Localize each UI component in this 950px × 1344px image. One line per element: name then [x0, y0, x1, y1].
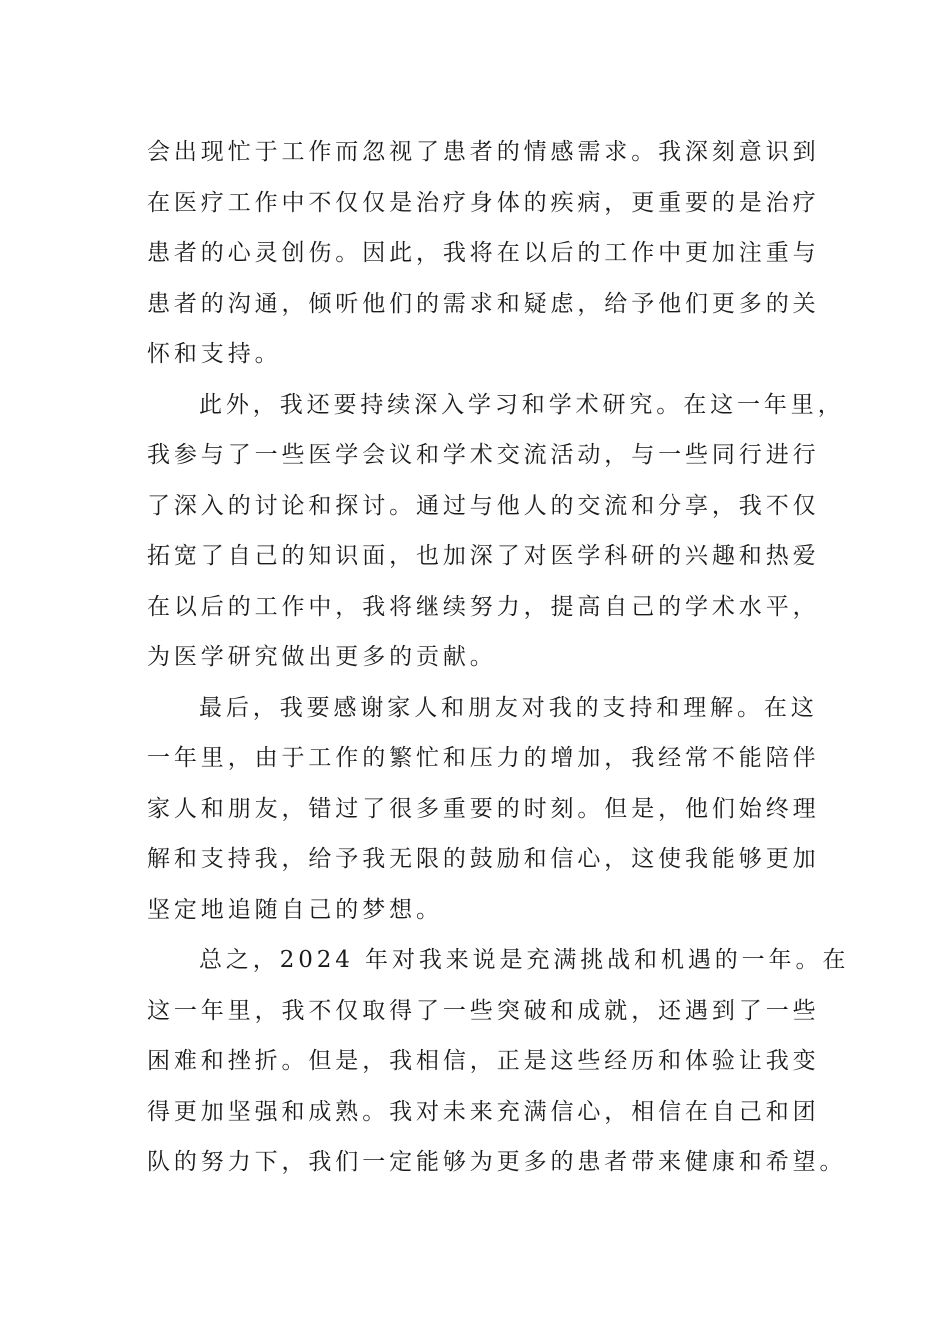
- paragraph-line: 一年里，由于工作的繁忙和压力的增加，我经常不能陪伴: [147, 745, 820, 771]
- paragraph-line: 会出现忙于工作而忽视了患者的情感需求。我深刻意识到: [147, 139, 820, 165]
- paragraph-first-line: 总之，2024 年对我来说是充满挑战和机遇的一年。在: [199, 947, 850, 973]
- paragraph-first-line: 此外，我还要持续深入学习和学术研究。在这一年里，: [199, 391, 845, 418]
- paragraph-4: [147, 942, 850, 1195]
- paragraph-3: [147, 690, 820, 943]
- paragraph-2: [147, 387, 845, 690]
- paragraph-line: 这一年里，我不仅取得了一些突破和成就，还遇到了一些: [147, 997, 820, 1024]
- paragraph-line: 家人和朋友，错过了很多重要的时刻。但是，他们始终理: [147, 795, 820, 822]
- paragraph-line: 在以后的工作中，我将继续努力，提高自己的学术水平，: [147, 593, 820, 620]
- paragraph-line: 了深入的讨论和探讨。通过与他人的交流和分享，我不仅: [147, 492, 820, 519]
- paragraph-1: [147, 134, 820, 387]
- paragraph-line: 在医疗工作中不仅仅是治疗身体的疾病，更重要的是治疗: [147, 189, 820, 216]
- paragraph-line: 队的努力下，我们一定能够为更多的患者带来健康和希望。: [147, 1149, 847, 1175]
- paragraph-first-line: 最后，我要感谢家人和朋友对我的支持和理解。在这: [199, 694, 818, 721]
- paragraph-line: 怀和支持。: [147, 341, 282, 367]
- paragraph-line: 为医学研究做出更多的贡献。: [147, 644, 497, 670]
- paragraph-line: 解和支持我，给予我无限的鼓励和信心，这使我能够更加: [147, 846, 820, 872]
- paragraph-line: 患者的心灵创伤。因此，我将在以后的工作中更加注重与: [147, 240, 820, 266]
- document-body: [147, 134, 850, 1195]
- paragraph-line: 拓宽了自己的知识面，也加深了对医学科研的兴趣和热爱: [147, 543, 820, 569]
- paragraph-line: 患者的沟通，倾听他们的需求和疑虑，给予他们更多的关: [147, 290, 820, 317]
- paragraph-line: 我参与了一些医学会议和学术交流活动，与一些同行进行: [147, 442, 820, 468]
- paragraph-line: 困难和挫折。但是，我相信，正是这些经历和体验让我变: [147, 1048, 820, 1074]
- paragraph-line: 得更加坚强和成熟。我对未来充满信心，相信在自己和团: [147, 1098, 820, 1125]
- paragraph-line: 坚定地追随自己的梦想。: [147, 896, 443, 923]
